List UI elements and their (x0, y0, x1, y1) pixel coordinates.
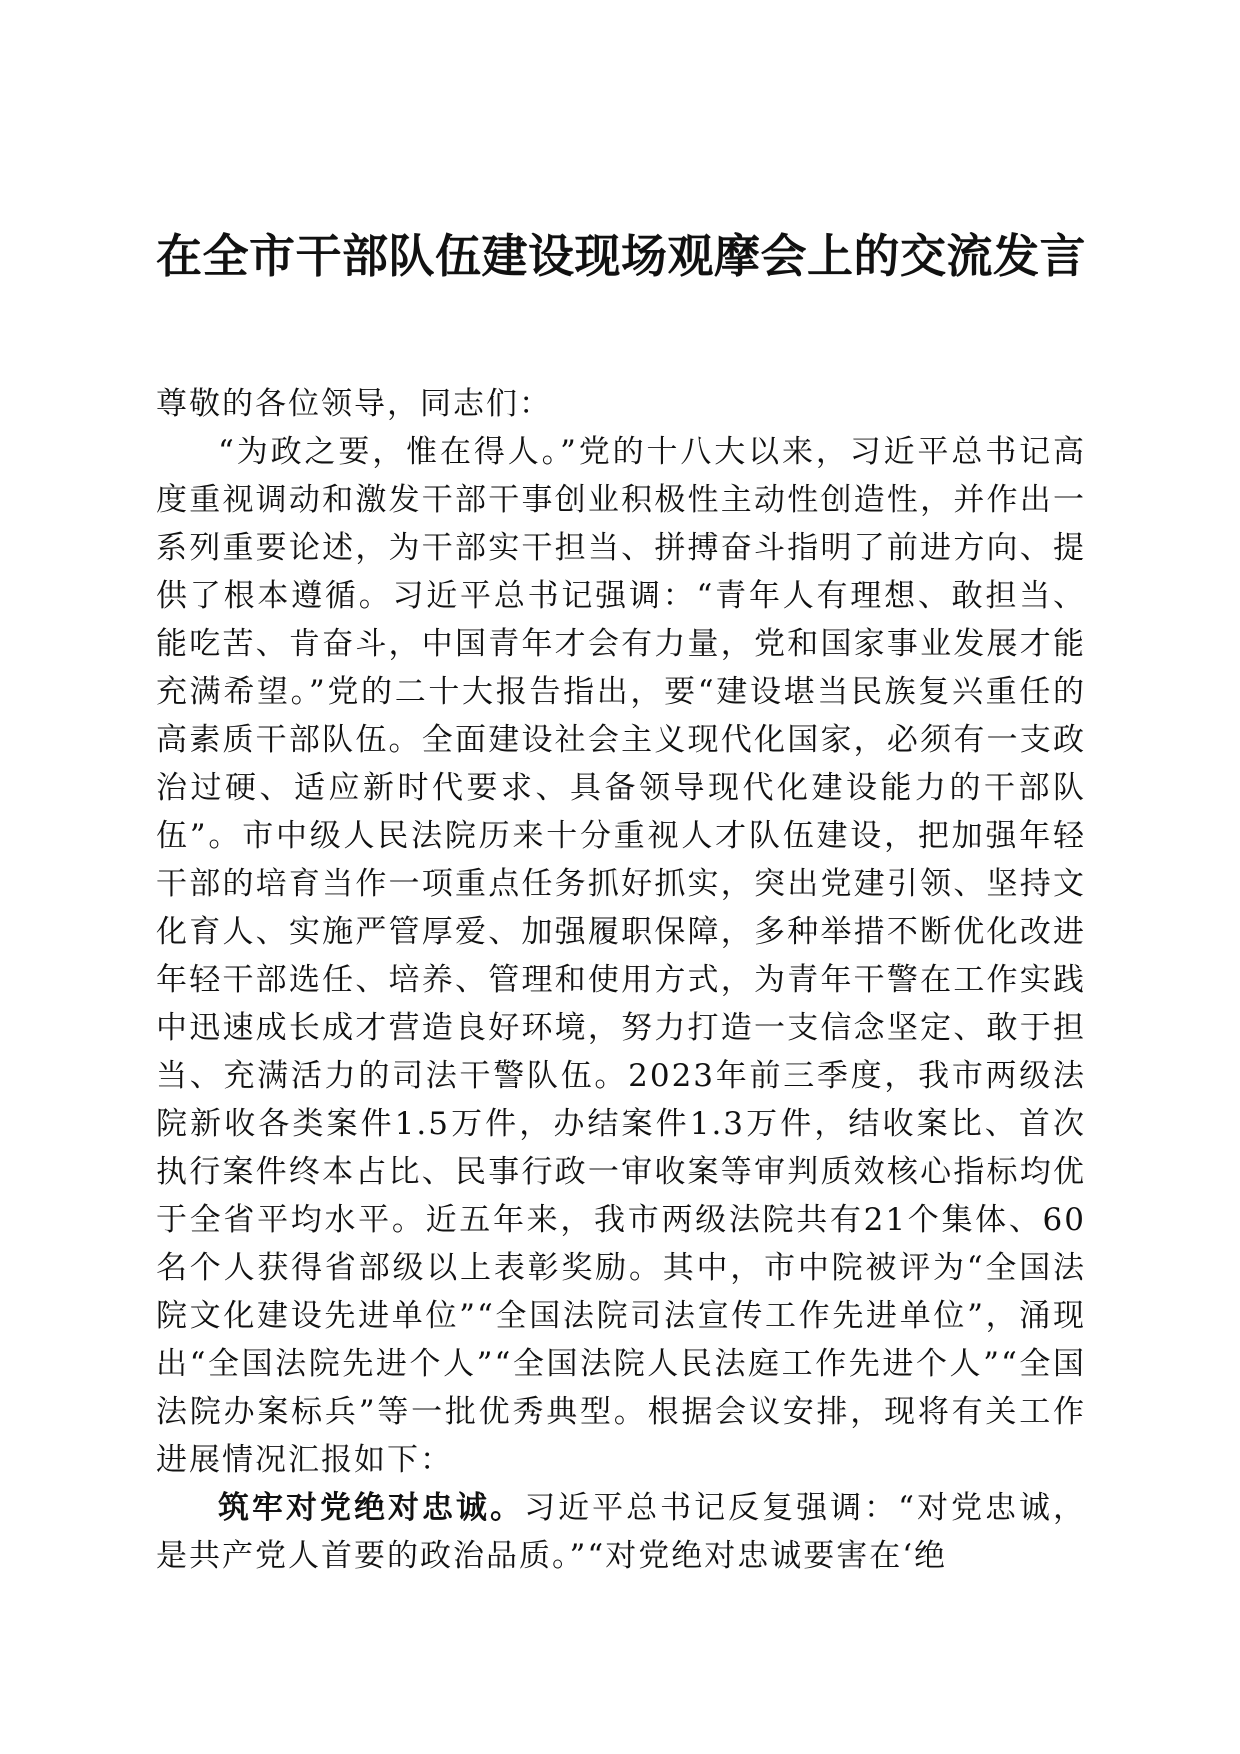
document-body (156, 380, 1086, 1580)
section-heading-loyalty: 筑牢对党绝对忠诚。 (218, 1490, 525, 1526)
document-title: 在全市干部队伍建设现场观摩会上的交流发言 (156, 229, 1086, 283)
paragraph-section-1-text: 习近平总书记反复强调：“对党忠诚，是共产党人首要的政治品质。”“对党绝对忠诚要害在‘绝 (156, 1490, 1086, 1574)
paragraph-section-1 (156, 1484, 1086, 1580)
salutation: 尊敬的各位领导，同志们： (156, 386, 552, 422)
paragraph-intro: “为政之要，惟在得人。”党的十八大以来，习近平总书记高度重视调动和激发干部干事创业积极性主动性创造性，并作出一系列重要论述，为干部实干担当、拼搏奋斗指明了前进方向、提供了根本遵循。习近平总书记强调：“青年人有理想、敢担当、能吃苦、肯奋斗，中国青年才会有力量，党和国家事业发展才能充满希望。”党的二十大报告指出，要“建设堪当民族复兴重任的高素质干部队伍。全面建设社会主义现代化国家，必须有一支政治过硬、适应新时代要求、具备领导现代化建设能力的干部队伍”。市中级人民法院历来十分重视人才队伍建设，把加强年轻干部的培育当作一项重点任务抓好抓实，突出党建引领、坚持文化育人、实施严管厚爱、加强履职保障，多种举措不断优化改进年轻干部选任、培养、管理和使用方式，为青年干警在工作实践中迅速成长成才营造良好环境，努力打造一支信念坚定、敢于担当、充满活力的司法干警队伍。2023年前三季度，我市两级法院新收各类案件1.5万件，办结案件1.3万件，结收案比、首次执行案件终本占比、民事行政一审收案等审判质效核心指标均优于全省平均水平。近五年来，我市两级法院共有21个集体、60名个人获得省部级以上表彰奖励。其中，市中院被评为“全国法院文化建设先进单位”“全国法院司法宣传工作先进单位”，涌现出“全国法院先进个人”“全国法院人民法庭工作先进个人”“全国法院办案标兵”等一批优秀典型。根据会议安排，现将有关工作进展情况汇报如下： (156, 434, 1086, 1478)
